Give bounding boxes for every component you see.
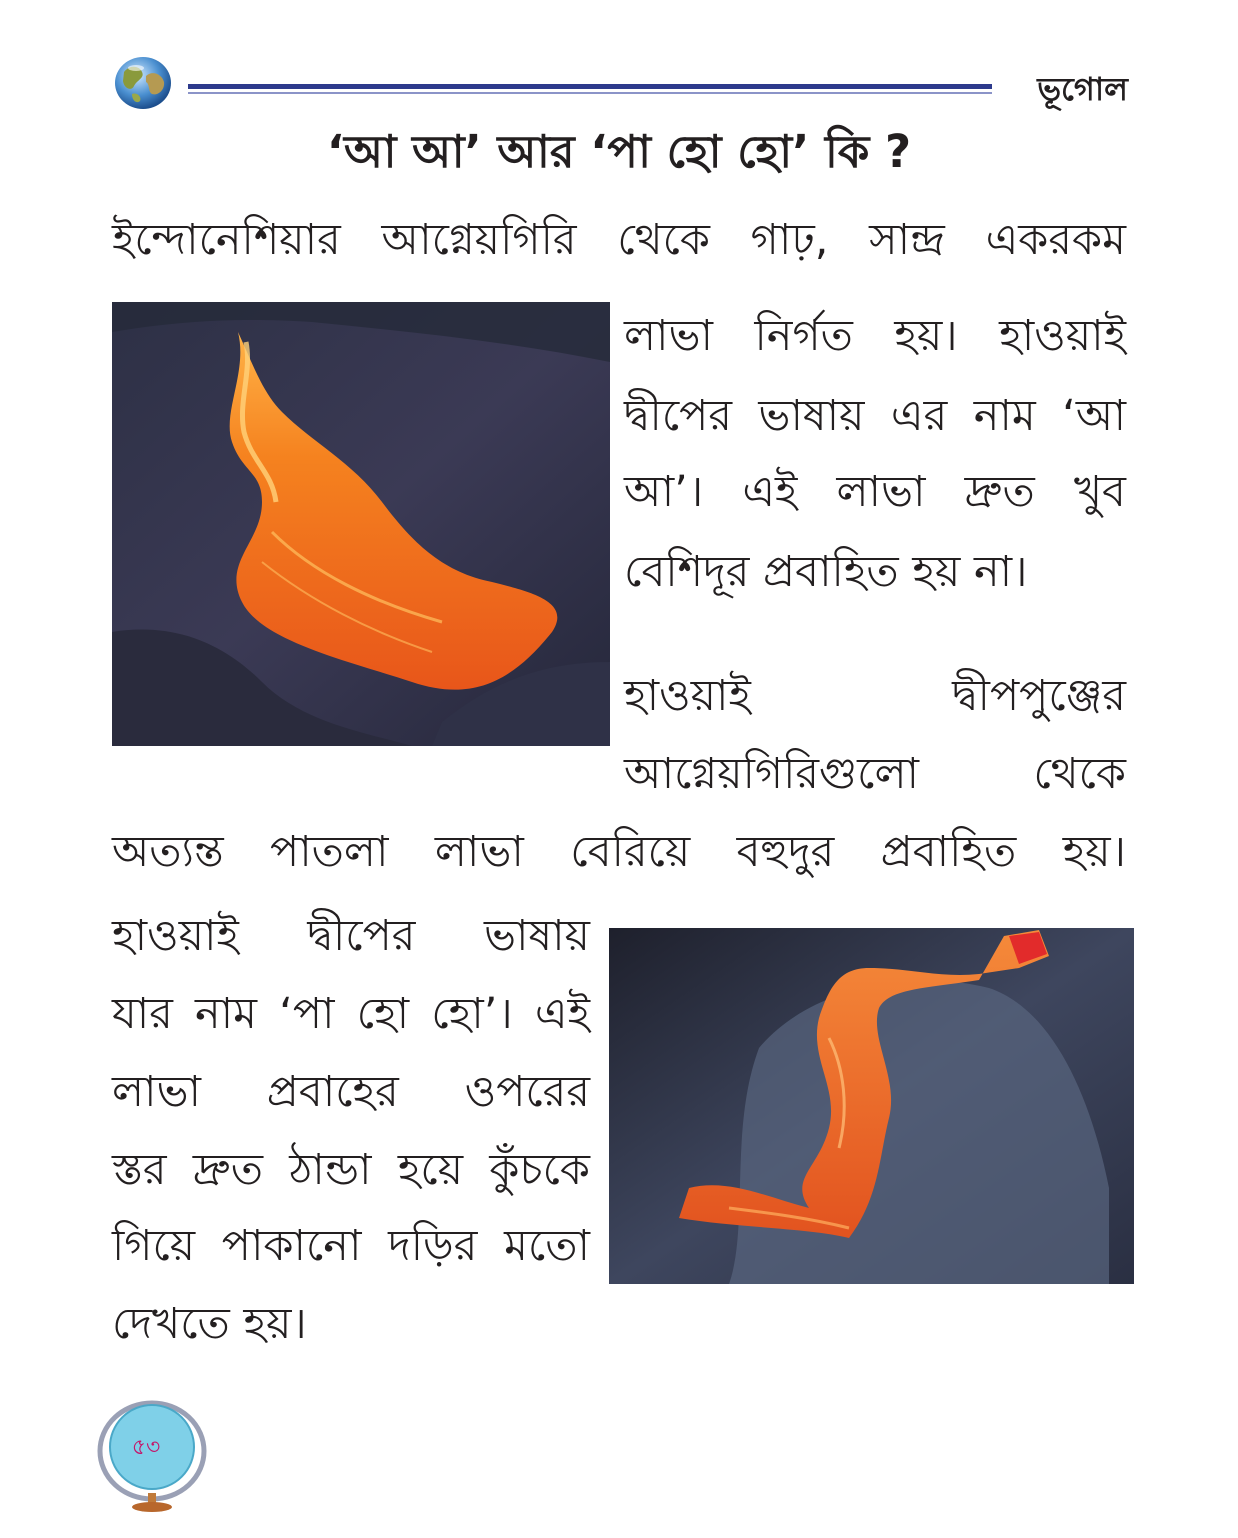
text-line: হাওয়াই দ্বীপপুঞ্জের [624,671,1126,721]
aa-lava-photo [112,302,610,746]
text-line: দ্বীপের ভাষায় এর নাম ‘আ [624,391,1126,441]
text-line: আ’। এই লাভা দ্রুত খুব [624,467,1126,517]
text-line: গিয়ে পাকানো দড়ির মতো [112,1221,590,1271]
text-line: লাভা প্রবাহের ওপরের [112,1067,590,1117]
subject-label: ভূগোল [1037,70,1128,108]
globe-icon [112,54,174,112]
text-line: দেখতে হয়। [112,1299,307,1349]
text-line: আগ্নেয়গিরিগুলো থেকে [624,749,1126,799]
page-number: ৫৩ [131,1435,161,1460]
text-line: বেশিদূর প্রবাহিত হয় না। [624,547,1028,597]
page-title: ‘আ আ’ আর ‘পা হো হো’ কি ? [326,125,912,178]
text-line: হাওয়াই দ্বীপের ভাষায় [112,911,590,961]
text-line: অত্যন্ত পাতলা লাভা বেরিয়ে বহুদুর প্রবাহিত হয়। [112,827,1126,877]
pahoehoe-lava-photo [609,928,1134,1284]
text-line: ইন্দোনেশিয়ার আগ্নেয়গিরি থেকে গাঢ়, সান্দ্র একরকম [112,215,1126,265]
text-line: স্তর দ্রুত ঠান্ডা হয়ে কুঁচকে [112,1145,590,1195]
text-line: লাভা নির্গত হয়। হাওয়াই [624,311,1126,361]
text-line: যার নাম ‘পা হো হো’। এই [112,989,590,1039]
desk-globe-icon [92,1395,252,1515]
